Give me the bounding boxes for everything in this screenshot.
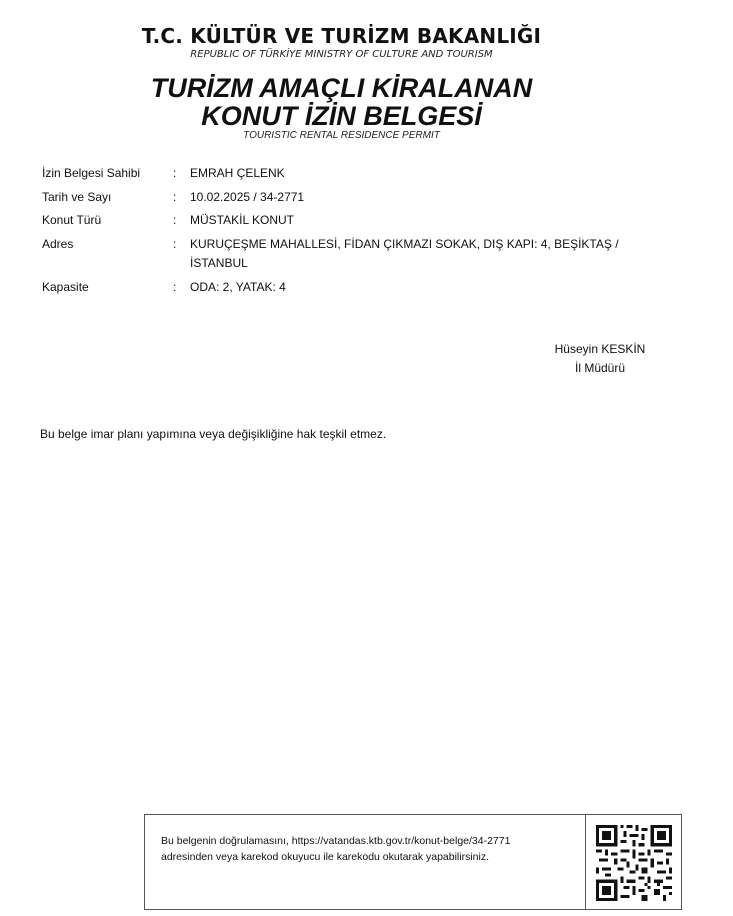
field-value: MÜSTAKİL KONUT (190, 213, 295, 227)
field-colon: : (173, 190, 177, 204)
field-label: Adres (42, 237, 74, 251)
field-value: KURUÇEŞME MAHALLESİ, FİDAN ÇIKMAZI SOKAK, DIŞ KAPI: 4, BEŞİKTAŞ / İSTANBUL (190, 237, 619, 270)
field-label: İzin Belgesi Sahibi (42, 166, 141, 180)
field-value: 10.02.2025 / 34-2771 (190, 190, 305, 204)
field-colon: : (173, 280, 177, 294)
qr-divider (585, 815, 586, 909)
ministry-title: T.C. KÜLTÜR VE TURİZM BAKANLIĞI (141, 24, 542, 48)
verification-line1: Bu belgenin doğrulamasını, https://vatandas.ktb.gov.tr/konut-belge/34-2771 (161, 835, 511, 847)
verification-text (161, 833, 581, 865)
signatory-title: İl Müdürü (574, 361, 626, 375)
signatory-name: Hüseyin KESKİN (554, 342, 646, 356)
document-title-line1: TURİZM AMAÇLI KİRALANAN (150, 73, 533, 103)
legal-note: Bu belge imar planı yapımına veya değişikliğine hak teşkil etmez. (40, 427, 387, 441)
field-label: Tarih ve Sayı (42, 190, 112, 204)
field-colon: : (173, 166, 177, 180)
document-title-english: TOURISTIC RENTAL RESIDENCE PERMIT (243, 130, 440, 141)
verification-box (144, 814, 682, 910)
field-value: EMRAH ÇELENK (190, 166, 285, 180)
field-colon: : (173, 237, 177, 251)
qr-code-icon[interactable] (596, 825, 672, 901)
field-value: ODA: 2, YATAK: 4 (190, 280, 286, 294)
verification-line2: adresinden veya karekod okuyucu ile karekodu okutarak yapabilirsiniz. (161, 851, 490, 863)
document-title-line2: KONUT İZİN BELGESİ (201, 101, 482, 131)
ministry-title-english: REPUBLIC OF TÜRKİYE MINISTRY OF CULTURE AND TOURISM (190, 49, 493, 60)
field-colon: : (173, 213, 177, 227)
field-label: Konut Türü (42, 213, 102, 227)
field-label: Kapasite (42, 280, 89, 294)
